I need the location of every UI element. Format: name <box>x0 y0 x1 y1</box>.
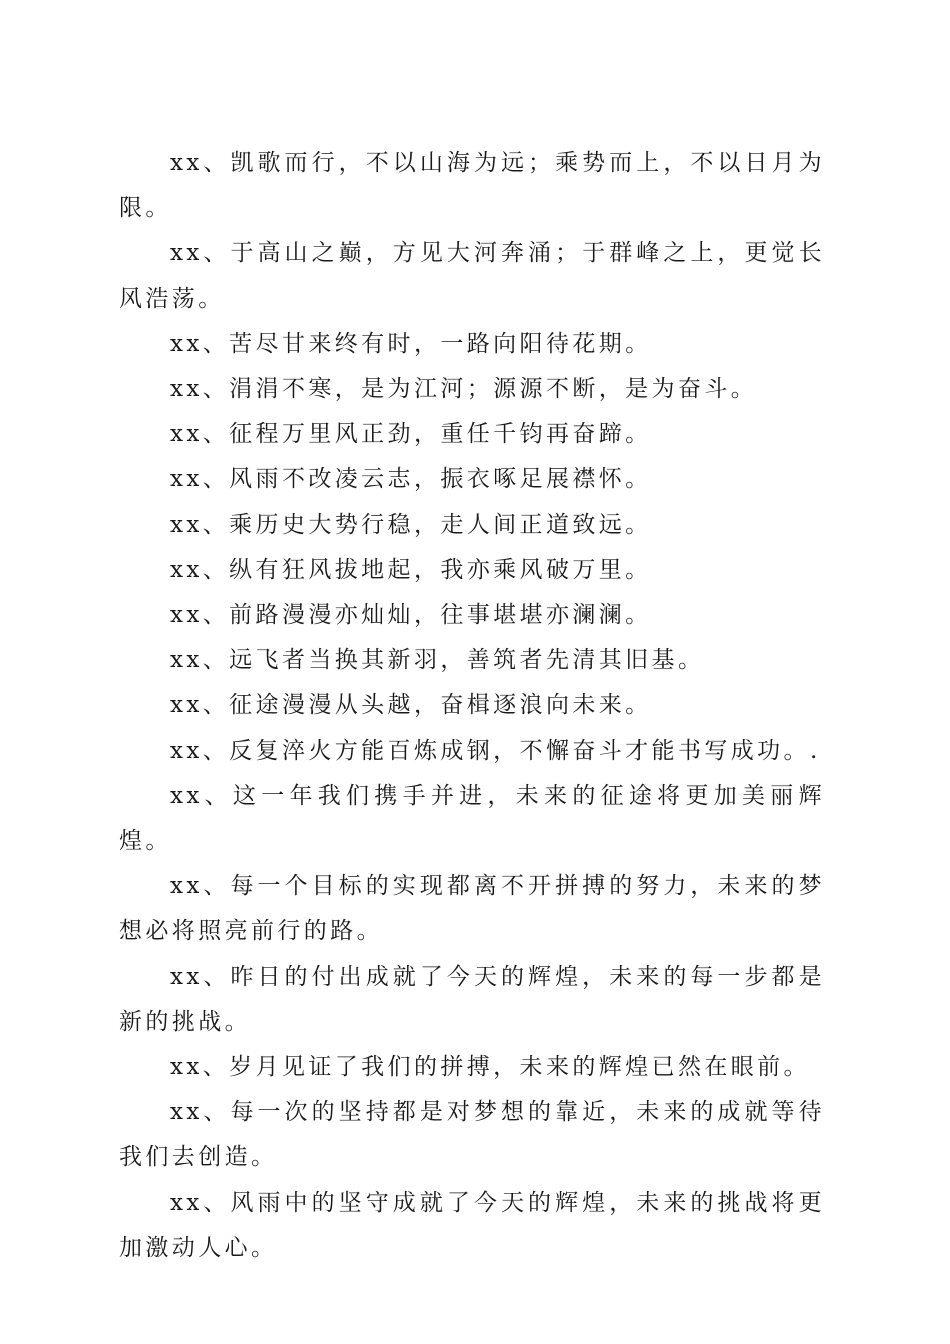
paragraph-12: xx、反复淬火方能百炼成钢，不懈奋斗才能书写成功。. <box>170 737 821 764</box>
paragraph-6: xx、风雨不改凌云志，振衣啄足展襟怀。 <box>170 466 652 493</box>
paragraph-13: xx、这一年我们携手并进，未来的征途将更加美丽辉煌。 <box>119 782 825 855</box>
paragraph-7: xx、乘历史大势行稳，走人间正道致远。 <box>170 511 652 538</box>
paragraph-9: xx、前路漫漫亦灿灿，往事堪堪亦澜澜。 <box>170 602 652 629</box>
paragraph-2: xx、于高山之巅，方见大河奔涌；于群峰之上，更觉长风浩荡。 <box>119 240 825 312</box>
paragraph-15: xx、昨日的付出成就了今天的辉煌，未来的每一步都是新的挑战。 <box>119 963 825 1035</box>
paragraph-8: xx、纵有狂风拔地起，我亦乘风破万里。 <box>170 556 652 583</box>
paragraph-18: xx、风雨中的坚守成就了今天的辉煌，未来的挑战将更加激动人心。 <box>119 1189 825 1261</box>
paragraph-17: xx、每一次的坚持都是对梦想的靠近，未来的成就等待我们去创造。 <box>119 1099 825 1171</box>
document-body <box>119 141 825 1271</box>
paragraph-5: xx、征程万里风正劲，重任千钧再奋蹄。 <box>170 421 652 448</box>
paragraph-11: xx、征途漫漫从头越，奋楫逐浪向未来。 <box>170 692 652 719</box>
paragraph-16: xx、岁月见证了我们的拼搏，未来的辉煌已然在眼前。 <box>170 1054 810 1081</box>
paragraph-10: xx、远飞者当换其新羽，善筑者先清其旧基。 <box>170 647 705 674</box>
paragraph-14: xx、每一个目标的实现都离不开拼搏的努力，未来的梦想必将照亮前行的路。 <box>119 873 825 945</box>
paragraph-3: xx、苦尽甘来终有时，一路向阳待花期。 <box>170 330 652 357</box>
paragraph-4: xx、涓涓不寒，是为江河；源源不断，是为奋斗。 <box>170 376 758 403</box>
paragraph-1: xx、凯歌而行，不以山海为远；乘势而上，不以日月为限。 <box>119 150 825 222</box>
